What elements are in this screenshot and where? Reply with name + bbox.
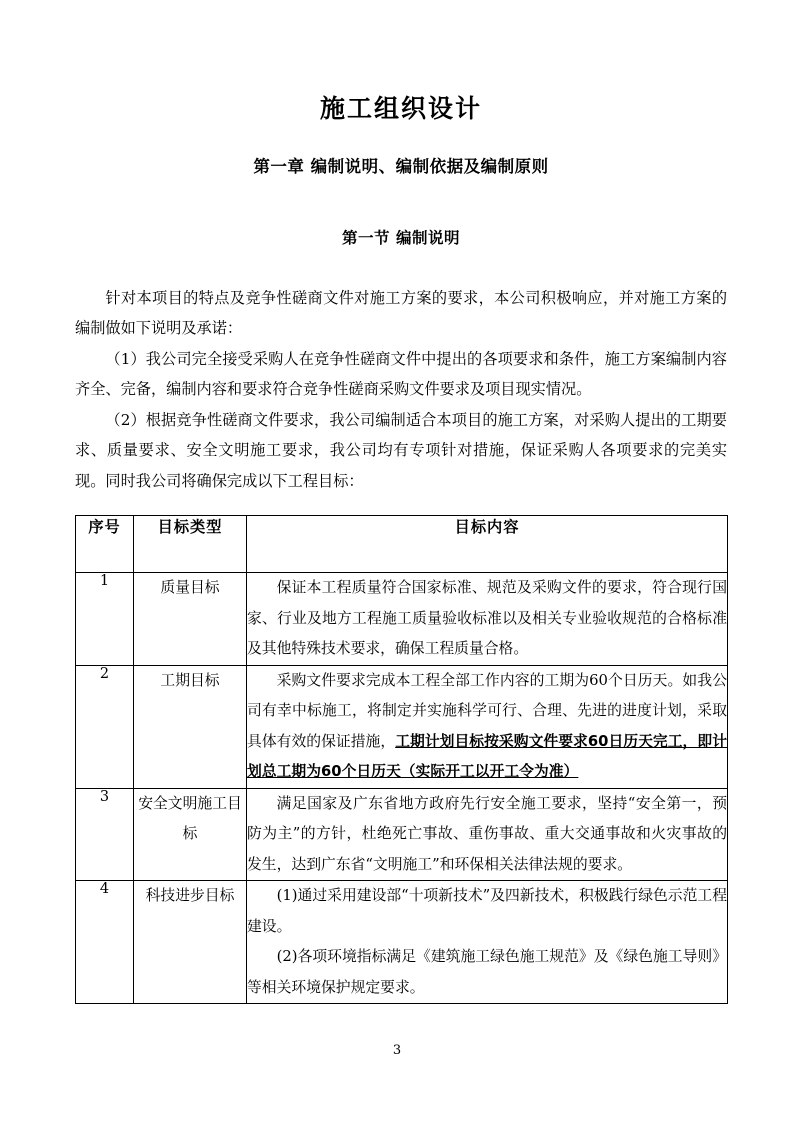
section-heading: 第一节 编制说明: [342, 229, 460, 248]
table-row: [76, 573, 728, 666]
chapter-heading: 第一章 编制说明、编制依据及编制原则: [253, 157, 549, 176]
goal-text-line-2: (2)各项环境指标满足《建筑施工绿色施工规范》及《绿色施工导则》等相关环境保护规定要求。: [247, 948, 727, 996]
row-number: 2: [76, 665, 134, 788]
engineering-goals-table: [75, 515, 728, 1004]
page-content: [75, 0, 727, 1004]
table-row: [76, 665, 728, 788]
page-number: 3: [392, 1043, 402, 1058]
table-header-row: [76, 516, 728, 573]
row-goal-type: 质量目标: [134, 573, 247, 666]
goal-text-plain: 满足国家及广东省地方政府先行安全施工要求，坚持“安全第一，预防为主”的方针，杜绝死亡事故、重伤事故、重大交通事故和火灾事故的发生，达到广东省“文明施工”和环保相关法律法规的要求。: [247, 794, 727, 873]
row-number: 1: [76, 573, 134, 666]
paragraph-intro: 针对本项目的特点及竞争性磋商文件对施工方案的要求，本公司积极响应，并对施工方案的编制做如下说明及承诺：: [75, 288, 727, 338]
row-goal-content: [247, 665, 728, 788]
row-goal-content: [247, 573, 728, 666]
table-row: [76, 881, 728, 1004]
goal-text-emphasized: 工期计划目标按采购文件要求60日历天完工，即计划总工期为60个日历天（实际开工以开工令为准）: [247, 732, 727, 781]
row-number: 4: [76, 881, 134, 1004]
paragraph-item-1: （1）我公司完全接受采购人在竞争性磋商文件中提出的各项要求和条件，施工方案编制内容齐全、完备，编制内容和要求符合竞争性磋商采购文件要求及项目现实情况。: [75, 349, 727, 399]
goal-text-line-1: (1)通过采用建设部“十项新技术”及四新技术，积极践行绿色示范工程建设。: [247, 887, 727, 935]
column-header-no: 序号: [76, 516, 134, 573]
row-goal-content: [247, 881, 728, 1004]
row-goal-type: 工期目标: [134, 665, 247, 788]
document-title: 施工组织设计: [319, 94, 482, 123]
body-paragraphs: [75, 249, 727, 497]
goal-text-plain: 保证本工程质量符合国家标准、规范及采购文件的要求，符合现行国家、行业及地方工程施工质量验收标准以及相关专业验收规范的合格标准及其他特殊技术要求，确保工程质量合格。: [247, 579, 727, 658]
row-goal-type: 科技进步目标: [134, 881, 247, 1004]
column-header-type: 目标类型: [134, 516, 247, 573]
column-header-content: 目标内容: [247, 516, 728, 573]
paragraph-item-2: （2）根据竞争性磋商文件要求，我公司编制适合本项目的施工方案，对采购人提出的工期要求、质量要求、安全文明施工要求，我公司均有专项针对措施，保证采购人各项要求的完美实现。同时我公司将确保完成以下工程目标：: [75, 410, 727, 490]
row-goal-type: 安全文明施工目标: [134, 788, 247, 881]
goal-text-plain: 采购文件要求完成本工程全部工作内容的工期为60个日历天。如我公司有幸中标施工，将制定并实施科学可行、合理、先进的进度计划，采取具体有效的保证措施，: [247, 671, 727, 750]
table-row: [76, 788, 728, 881]
row-number: 3: [76, 788, 134, 881]
row-goal-content: [247, 788, 728, 881]
